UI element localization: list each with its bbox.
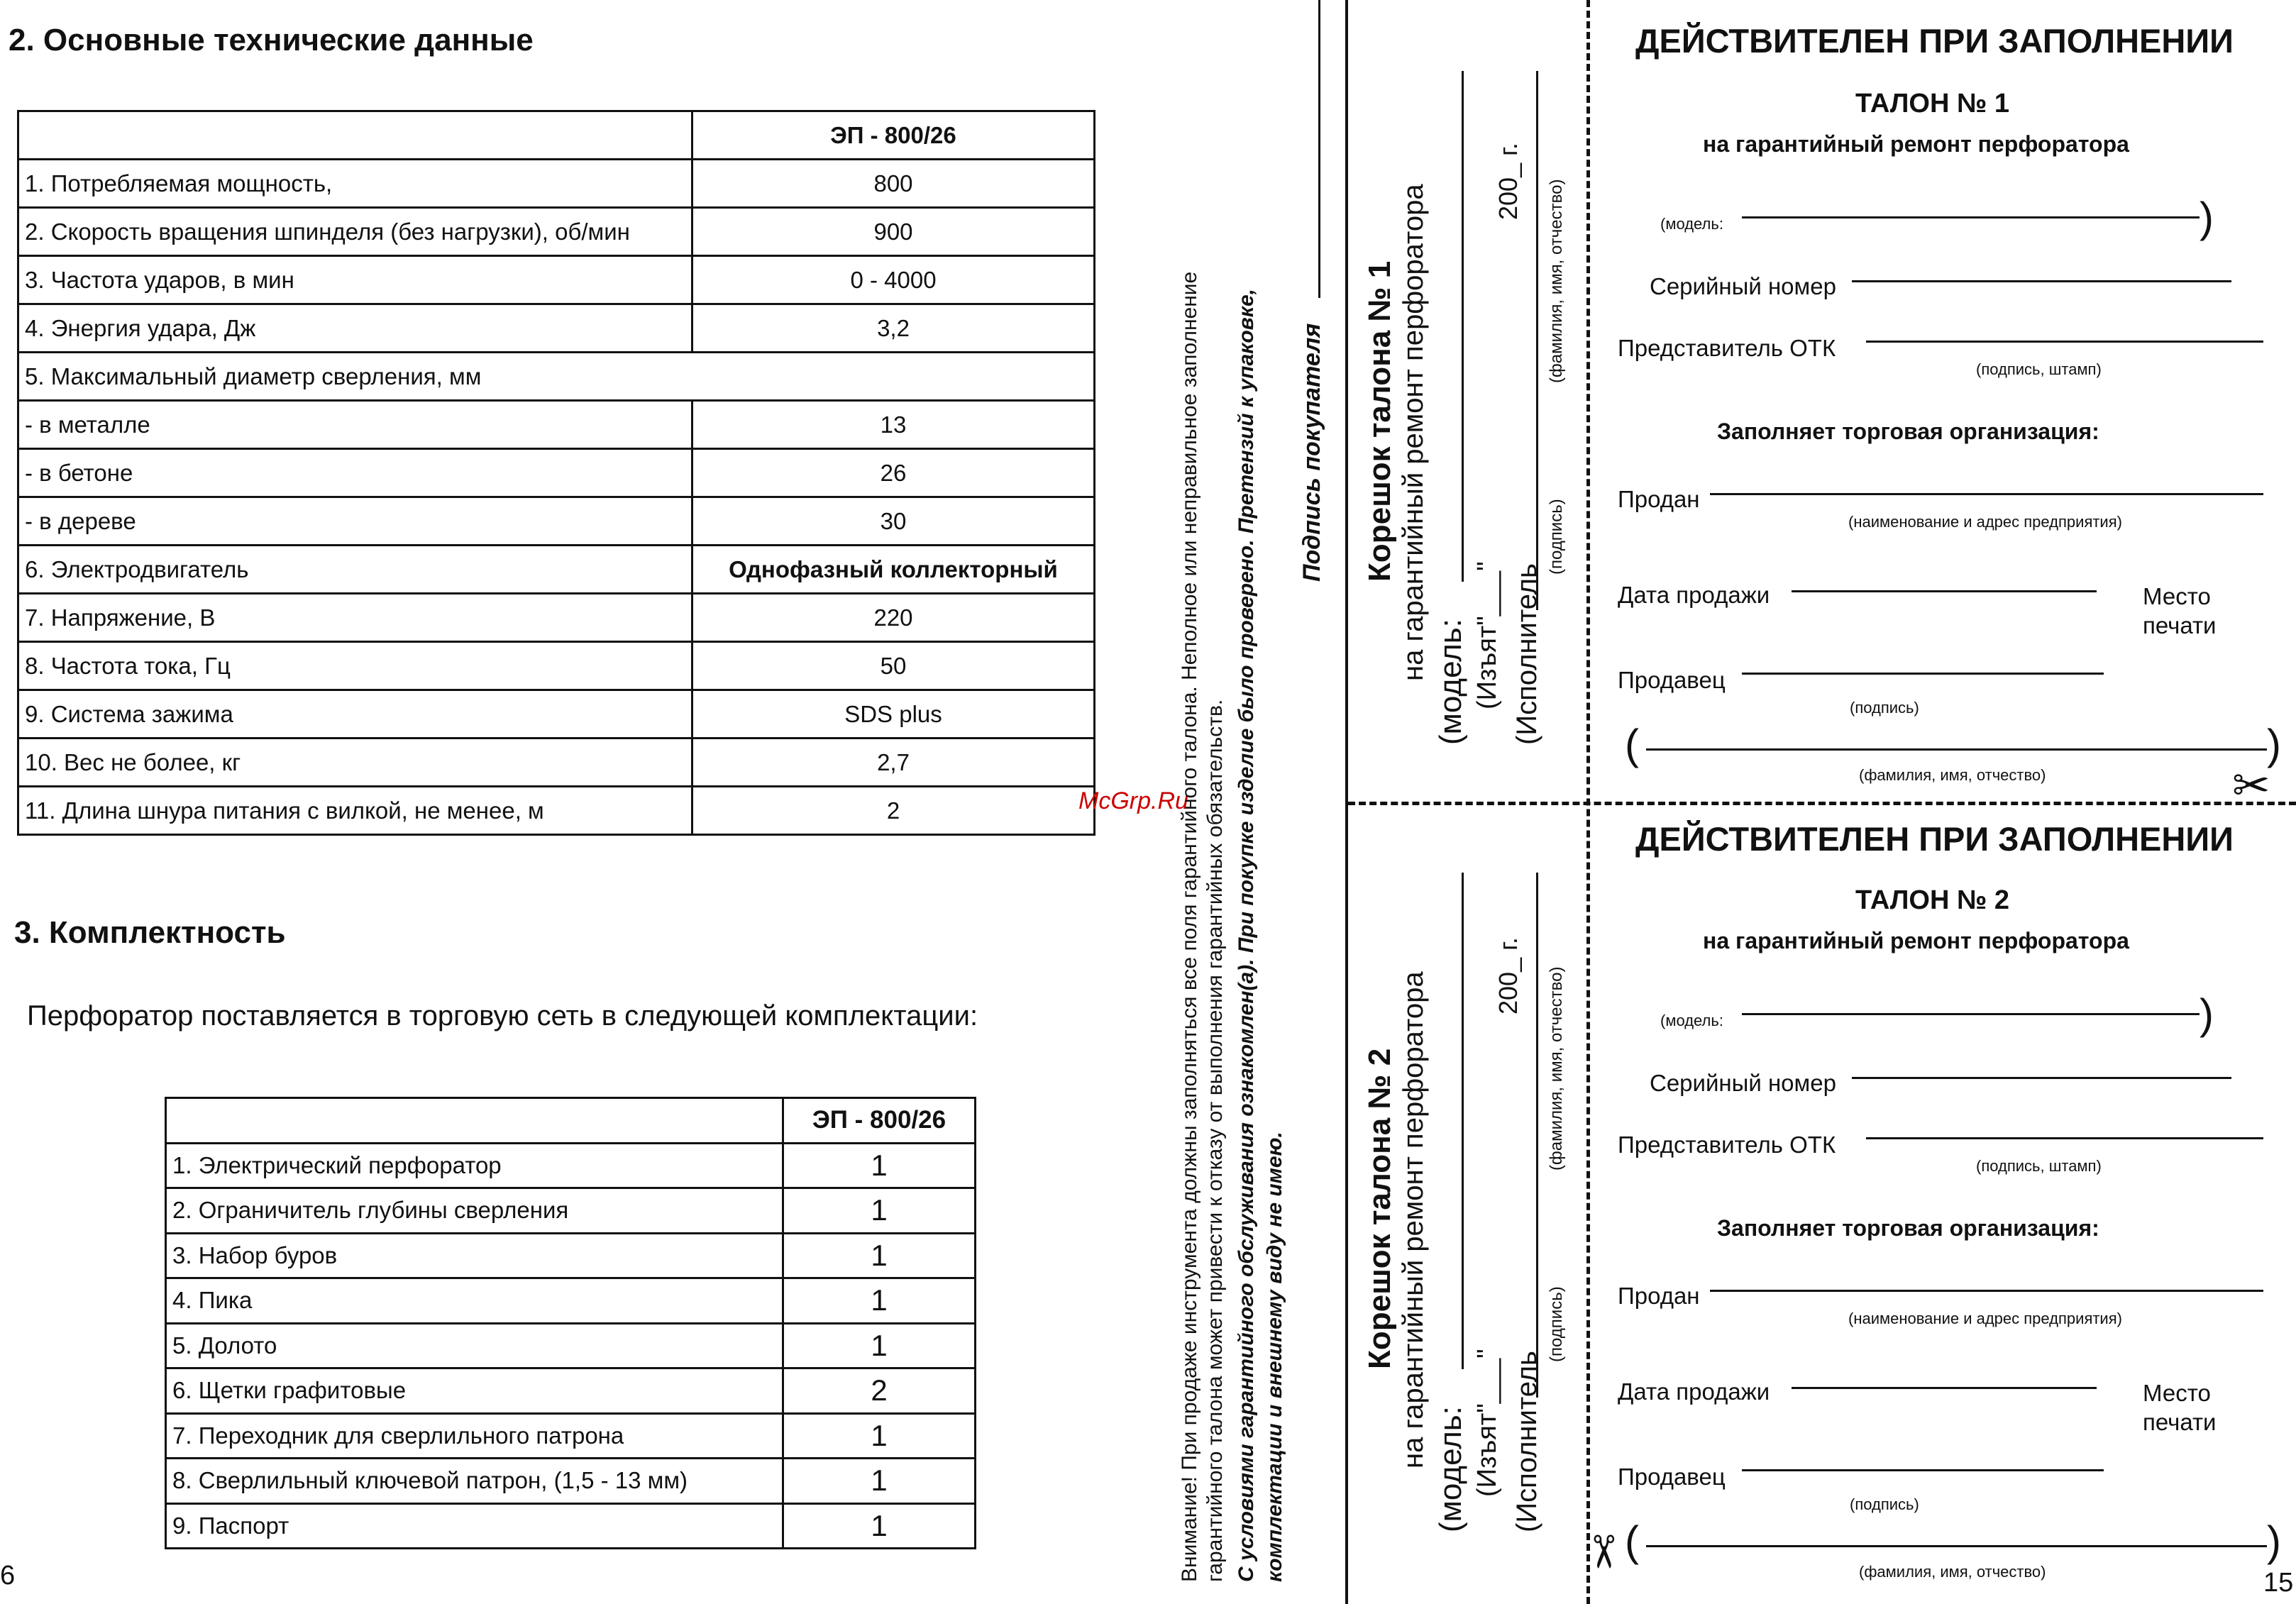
spec-value: 3,2 [692,304,1095,353]
spec-value: 13 [692,401,1095,449]
kit-value: 1 [783,1503,976,1549]
coupon-valid-title: ДЕЙСТВИТЕЛЕН ПРИ ЗАПОЛНЕНИИ [1635,22,2234,60]
notice-line2: гарантийного талона может привести к отказу от выполнения гарантийных обязательств. [1203,699,1227,1582]
kit-label: 8. Сверлильный ключевой патрон, (1,5 - 13 мм) [166,1459,783,1504]
spec-row [18,401,1095,449]
spec-value: Однофазный коллекторный [692,546,1095,594]
kit-value: 1 [783,1233,976,1278]
kit-label: 6. Щетки графитовые [166,1368,783,1414]
notice-line4: комплектации и внешнему виду не имею. [1263,1132,1286,1582]
stub-executor: (Исполнитель [1511,563,1542,745]
kit-label: 3. Набор буров [166,1233,783,1278]
coupon-serial-label: Серийный номер [1650,1070,1836,1096]
spec-value: 50 [692,642,1095,690]
kit-row [166,1413,976,1459]
kit-value: 1 [783,1413,976,1459]
page-number-left: 6 [0,1561,16,1591]
scissors-icon: ✂ [2232,760,2270,811]
spec-label: 4. Энергия удара, Дж [18,304,692,353]
kit-value: 1 [783,1323,976,1368]
spec-value: 0 - 4000 [692,256,1095,304]
spec-label: 9. Система зажима [18,690,692,739]
stub-fio-hint: (фамилия, имя, отчество) [1547,966,1566,1171]
notice-line3: С условиями гарантийного обслуживания ознакомлен(а). При покупке изделие было проверено. Претензий к упаковке, [1235,289,1258,1582]
coupon-2: ДЕЙСТВИТЕЛЕН ПРИ ЗАПОЛНЕНИИ ТАЛОН № 2 на гарантийный ремонт перфоратора (модель: ) Серийный номер Представитель ОТК (подпись, штамп) Заполняет торговая организация: Продан (наименование и адрес предприятия) Дата продажи Место печати Продавец (подпись) ( ) (фамилия, имя, отчество) [1618,820,2281,1581]
coupon-seller-label: Продавец [1618,667,1726,693]
buyer-signature-label: Подпись покупателя [1298,323,1325,582]
kit-value: 1 [783,1278,976,1324]
spec-label: 6. Электродвигатель [18,546,692,594]
kit-label: 1. Электрический перфоратор [166,1143,783,1188]
stub-title: Корешок талона № 2 [1362,1048,1397,1369]
kit-intro: Перфоратор поставляется в торговую сеть в следующей комплектации: [27,1000,978,1031]
kit-row [166,1233,976,1278]
coupon-seller-label: Продавец [1618,1464,1726,1490]
spec-label: 2. Скорость вращения шпинделя (без нагрузки), об/мин [18,208,692,256]
stub-year: 200_ г. [1494,937,1523,1014]
spec-row [18,594,1095,642]
kit-row [166,1278,976,1324]
coupon-talon-title: ТАЛОН № 1 [1855,89,2009,118]
spec-value: 900 [692,208,1095,256]
stub-model: (модель: [1433,1406,1468,1532]
kit-row [166,1459,976,1504]
stub-1 [1348,0,1589,802]
spec-label: 5. Максимальный диаметр сверления, мм [18,353,1095,401]
spec-label: 7. Напряжение, В [18,594,692,642]
scissors-icon: ✂ [1577,1532,1629,1571]
spec-label: - в металле [18,401,692,449]
spec-label: 10. Вес не более, кг [18,739,692,787]
kit-row [166,1323,976,1368]
stub-sign-hint: (подпись) [1547,1286,1566,1362]
spec-row [18,642,1095,690]
kit-value: 1 [783,1188,976,1234]
spec-value: 800 [692,160,1095,208]
kit-label: 2. Ограничитель глубины сверления [166,1188,783,1234]
spec-value: 2,7 [692,739,1095,787]
coupon-talon-title: ТАЛОН № 2 [1855,885,2009,915]
coupon-date-label: Дата продажи [1618,1378,1770,1405]
coupon-seller-hint: (подпись) [1850,1495,1919,1513]
coupon-trade-label: Заполняет торговая организация: [1717,1215,2099,1241]
coupon-model-label: (модель: [1660,215,1723,233]
kit-header-row [166,1098,976,1144]
spec-row [18,208,1095,256]
watermark: McGrp.Ru [1078,787,1188,814]
coupon-subtitle: на гарантийный ремонт перфоратора [1703,131,2129,157]
stub-seized: (Изъят"___" [1472,561,1502,709]
spec-value: 220 [692,594,1095,642]
kit-row [166,1143,976,1188]
spec-label: 11. Длина шнура питания с вилкой, не менее, м [18,787,692,835]
coupon-sold-hint: (наименование и адрес предприятия) [1848,1310,2122,1327]
coupon-fio-hint: (фамилия, имя, отчество) [1859,766,2046,784]
coupon-stamp-label: печати [2143,1409,2217,1435]
kit-label: 7. Переходник для сверлильного патрона [166,1413,783,1459]
coupon-sold-label: Продан [1618,1283,1700,1309]
spec-value: 30 [692,497,1095,546]
spec-value: SDS plus [692,690,1095,739]
signature-line [1318,0,1320,298]
spec-label: 8. Частота тока, Гц [18,642,692,690]
kit-value: 2 [783,1368,976,1414]
coupon-valid-title: ДЕЙСТВИТЕЛЕН ПРИ ЗАПОЛНЕНИИ [1635,820,2234,858]
spec-row [18,256,1095,304]
coupon-otk-hint: (подпись, штамп) [1976,360,2102,378]
coupon-date-label: Дата продажи [1618,582,1770,608]
spec-row [18,160,1095,208]
spec-value: 26 [692,449,1095,497]
coupon-sold-label: Продан [1618,486,1700,512]
kit-value: 1 [783,1459,976,1504]
kit-label: 5. Долото [166,1323,783,1368]
coupon-place-label: Место [2143,1380,2211,1406]
stub-executor: (Исполнитель [1511,1351,1542,1532]
kit-label: 4. Пика [166,1278,783,1324]
stub-sign-hint: (подпись) [1547,499,1566,575]
coupon-model-label: (модель: [1660,1012,1723,1029]
notice-line1: Внимание! При продаже инструмента должны заполняться все поля гарантийного талона. Неполное или неправильное заполнение [1178,271,1201,1582]
spec-row [18,353,1095,401]
spec-label: 3. Частота ударов, в мин [18,256,692,304]
coupon-otk-label: Представитель ОТК [1618,335,1836,361]
stub-seized: (Изъят"___" [1472,1349,1502,1497]
kit-row [166,1368,976,1414]
coupon-stamp-label: печати [2143,612,2217,638]
spec-header-row [18,111,1095,160]
coupon-seller-hint: (подпись) [1850,699,1919,717]
coupon-otk-hint: (подпись, штамп) [1976,1157,2102,1175]
spec-row [18,690,1095,739]
spec-row [18,497,1095,546]
stub-title: Корешок талона № 1 [1362,260,1397,582]
coupon-subtitle: на гарантийный ремонт перфоратора [1703,928,2129,953]
section2-title: 2. Основные технические данные [9,23,534,57]
section3-title: 3. Комплектность [14,915,286,950]
kit-value: 1 [783,1143,976,1188]
kit-table [165,1097,976,1549]
stub-year: 200_ г. [1494,143,1523,220]
stub-2 [1348,802,1589,1604]
coupon-sold-hint: (наименование и адрес предприятия) [1848,513,2122,531]
kit-header: ЭП - 800/26 [783,1098,976,1144]
kit-label: 9. Паспорт [166,1503,783,1549]
spec-row [18,787,1095,835]
coupon-trade-label: Заполняет торговая организация: [1717,419,2099,444]
kit-row [166,1503,976,1549]
stub-model: (модель: [1433,619,1468,745]
spec-label: - в дереве [18,497,692,546]
spec-label: - в бетоне [18,449,692,497]
spec-row [18,546,1095,594]
spec-row [18,304,1095,353]
coupon-serial-label: Серийный номер [1650,273,1836,299]
spec-value: 2 [692,787,1095,835]
spec-header: ЭП - 800/26 [692,111,1095,160]
coupon-1: ДЕЙСТВИТЕЛЕН ПРИ ЗАПОЛНЕНИИ ТАЛОН № 1 на гарантийный ремонт перфоратора (модель: ) Серийный номер Представитель ОТК (подпись, штамп) Заполняет торговая организация: Продан (наименование и адрес предприятия) Дата продажи Место печати Продавец (подпись) ( ) (фамилия, имя, отчество) [1618,22,2281,784]
stub-subtitle: на гарантийный ремонт перфоратора [1398,184,1429,681]
page-number-right: 15 [2263,1568,2294,1598]
spec-row [18,739,1095,787]
spec-table [17,110,1095,836]
spec-label: 1. Потребляемая мощность, [18,160,692,208]
stub-fio-hint: (фамилия, имя, отчество) [1547,179,1566,383]
coupon-fio-hint: (фамилия, имя, отчество) [1859,1563,2046,1581]
coupon-place-label: Место [2143,583,2211,609]
spec-row [18,449,1095,497]
kit-row [166,1188,976,1234]
stub-subtitle: на гарантийный ремонт перфоратора [1398,971,1429,1469]
coupon-otk-label: Представитель ОТК [1618,1132,1836,1158]
